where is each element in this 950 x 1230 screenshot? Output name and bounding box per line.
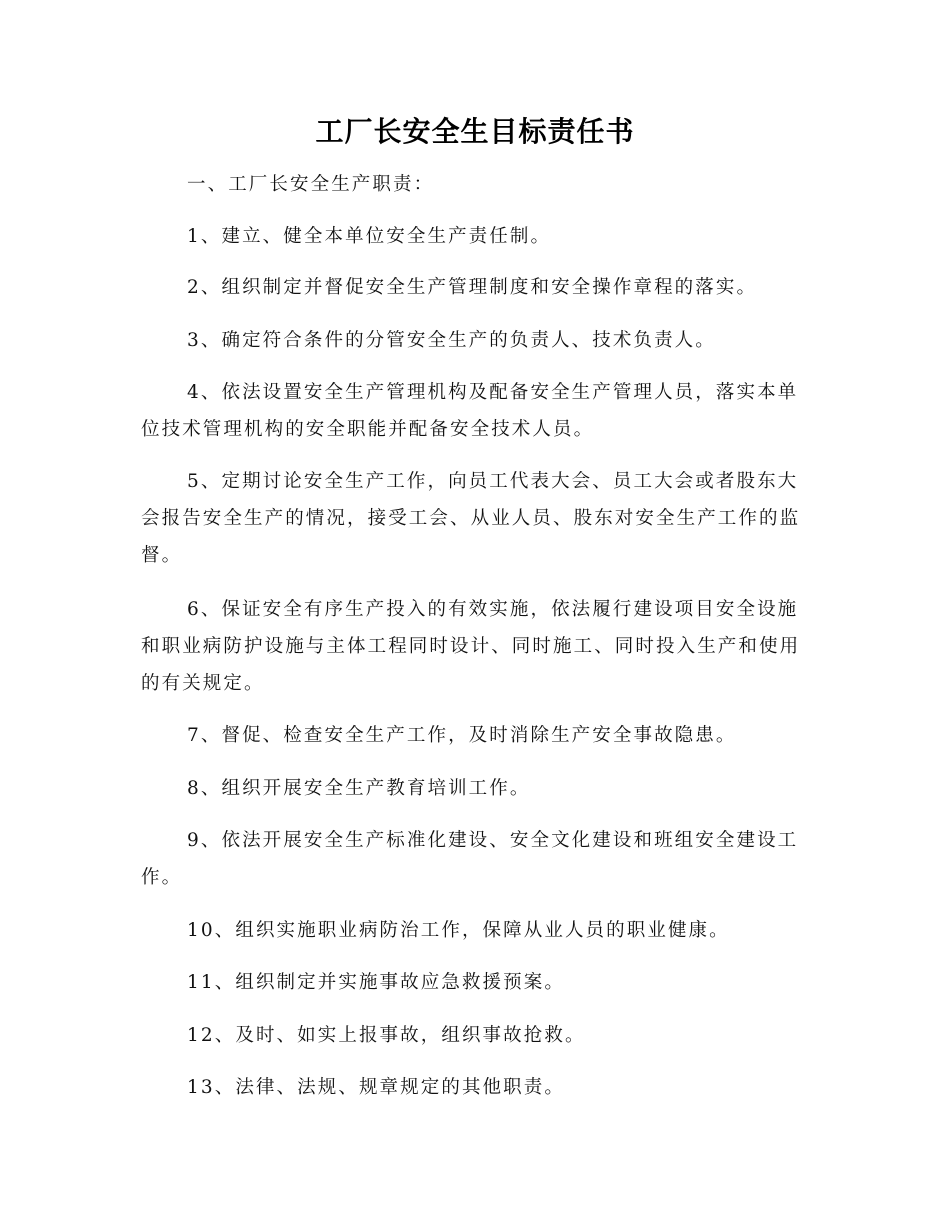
list-item: 1、建立、健全本单位安全生产责任制。 [187, 226, 552, 247]
document-title: 工厂长安全生目标责任书 [315, 115, 635, 148]
list-item: 2、组织制定并督促安全生产管理制度和安全操作章程的落实。 [187, 277, 758, 298]
list-item: 9、依法开展安全生产标准化建设、安全文化建设和班组安全建设工作。 [141, 830, 799, 888]
list-item: 8、组织开展安全生产教育培训工作。 [187, 778, 531, 799]
list-item: 7、督促、检查安全生产工作，及时消除生产安全事故隐患。 [187, 725, 737, 746]
list-item: 4、依法设置安全生产管理机构及配备安全生产管理人员，落实本单位技术管理机构的安全职能并配备安全技术人员。 [141, 382, 799, 440]
list-item: 3、确定符合条件的分管安全生产的负责人、技术负责人。 [187, 330, 716, 351]
list-item: 13、法律、法规、规章规定的其他职责。 [187, 1077, 565, 1098]
list-item: 6、保证安全有序生产投入的有效实施，依法履行建设项目安全设施和职业病防护设施与主体工程同时设计、同时施工、同时投入生产和使用的有关规定。 [141, 599, 801, 694]
list-item: 5、定期讨论安全生产工作，向员工代表大会、员工大会或者股东大会报告安全生产的情况，接受工会、从业人员、股东对安全生产工作的监督。 [141, 471, 801, 566]
list-item: 10、组织实施职业病防治工作，保障从业人员的职业健康。 [187, 920, 730, 941]
section-heading: 一、工厂长安全生产职责： [187, 174, 435, 195]
list-item: 11、组织制定并实施事故应急救援预案。 [187, 972, 565, 993]
list-item: 12、及时、如实上报事故，组织事故抢救。 [187, 1025, 586, 1046]
